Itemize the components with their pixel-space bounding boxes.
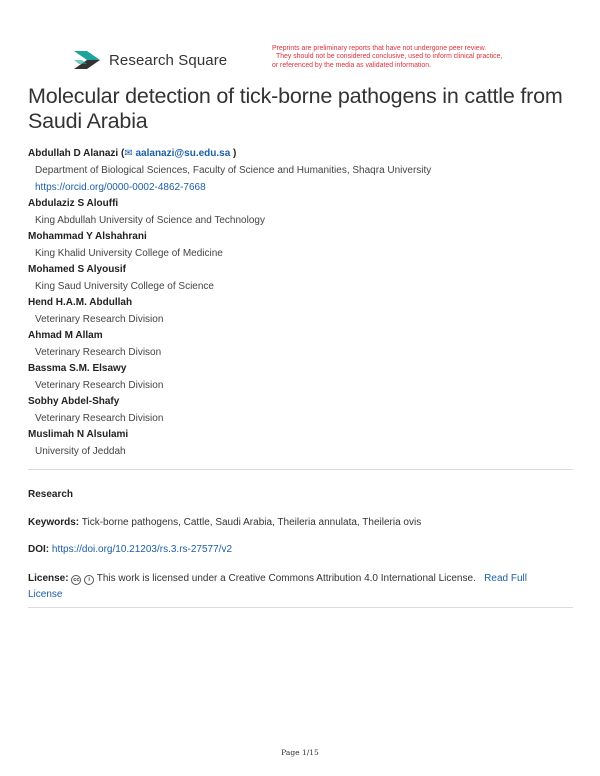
author-entry bbox=[28, 427, 576, 460]
author-affiliation: King Khalid University College of Medicine bbox=[35, 248, 223, 259]
license-label: License: bbox=[28, 573, 69, 584]
doi-label: DOI: bbox=[28, 544, 50, 555]
envelope-icon: ✉ bbox=[124, 148, 133, 159]
page-number: Page 1/15 bbox=[281, 748, 319, 757]
section-divider bbox=[28, 469, 573, 470]
logo-text: Research Square bbox=[109, 51, 228, 69]
read-full-license-link[interactable]: Read Full License bbox=[28, 573, 527, 600]
author-entry bbox=[28, 394, 576, 427]
keywords-text: Tick-borne pathogens, Cattle, Saudi Arabia, Theileria annulata, Theileria ovis bbox=[81, 517, 422, 528]
author-entry bbox=[28, 146, 576, 196]
author-affiliation: Veterinary Research Division bbox=[35, 314, 164, 325]
author-name: Abdullah D Alanazi (✉ aalanazi@su.edu.sa ) bbox=[28, 148, 237, 159]
research-square-logo-icon bbox=[72, 47, 102, 73]
author-name: Hend H.A.M. Abdullah bbox=[28, 297, 133, 308]
disclaimer-line: They should not be considered conclusive, used to inform clinical practice, bbox=[276, 53, 503, 61]
author-entry bbox=[28, 295, 576, 328]
disclaimer-line: Preprints are preliminary reports that have not undergone peer review. bbox=[272, 45, 487, 52]
author-affiliation: Veterinary Research Division bbox=[35, 413, 164, 424]
orcid-link[interactable]: https://orcid.org/0000-0002-4862-7668 bbox=[35, 182, 206, 193]
author-entry bbox=[28, 262, 576, 295]
author-affiliation: University of Jeddah bbox=[35, 446, 126, 457]
page-header bbox=[0, 0, 600, 80]
author-name: Sobhy Abdel-Shafy bbox=[28, 396, 120, 407]
author-name: Mohammad Y Alshahrani bbox=[28, 231, 147, 242]
disclaimer-line: or referenced by the media as validated information. bbox=[272, 61, 431, 69]
research-square-logo[interactable] bbox=[72, 47, 227, 73]
doi-link[interactable]: https://doi.org/10.21203/rs.3.rs-27577/v2 bbox=[51, 544, 233, 555]
author-affiliation: Veterinary Research Division bbox=[35, 380, 164, 391]
article-type: Research bbox=[28, 489, 74, 500]
author-name: Abdulaziz S Alouffi bbox=[28, 198, 119, 209]
attribution-icon: i bbox=[84, 575, 94, 585]
preprint-disclaimer bbox=[272, 45, 534, 70]
author-affiliation: Veterinary Research Divison bbox=[35, 347, 162, 358]
author-name: Bassma S.M. Elsawy bbox=[28, 363, 127, 374]
creative-commons-icon: cc bbox=[73, 577, 80, 583]
author-name: Muslimah N Alsulami bbox=[28, 429, 129, 440]
keywords bbox=[28, 517, 573, 528]
paper-title: Molecular detection of tick-borne pathogens in cattle from Saudi Arabia bbox=[28, 84, 563, 133]
author-entry bbox=[28, 229, 576, 262]
section-divider bbox=[28, 607, 573, 608]
keywords-label: Keywords: bbox=[28, 517, 80, 528]
author-name: Mohamed S Alyousif bbox=[28, 264, 126, 275]
author-affiliation: Department of Biological Sciences, Faculty of Science and Humanities, Shaqra University bbox=[35, 165, 432, 176]
author-name: Ahmad M Allam bbox=[28, 330, 103, 341]
author-entry bbox=[28, 361, 576, 394]
author-list bbox=[28, 146, 576, 460]
author-entry bbox=[28, 196, 576, 229]
license-text: This work is licensed under a Creative Commons Attribution 4.0 International License. bbox=[96, 573, 476, 584]
author-affiliation: King Saud University College of Science bbox=[35, 281, 214, 292]
doi bbox=[28, 544, 573, 555]
author-affiliation: King Abdullah University of Science and Technology bbox=[35, 215, 265, 226]
email-link[interactable]: ✉ aalanazi@su.edu.sa bbox=[124, 148, 231, 159]
license bbox=[28, 571, 573, 603]
author-entry bbox=[28, 328, 576, 361]
